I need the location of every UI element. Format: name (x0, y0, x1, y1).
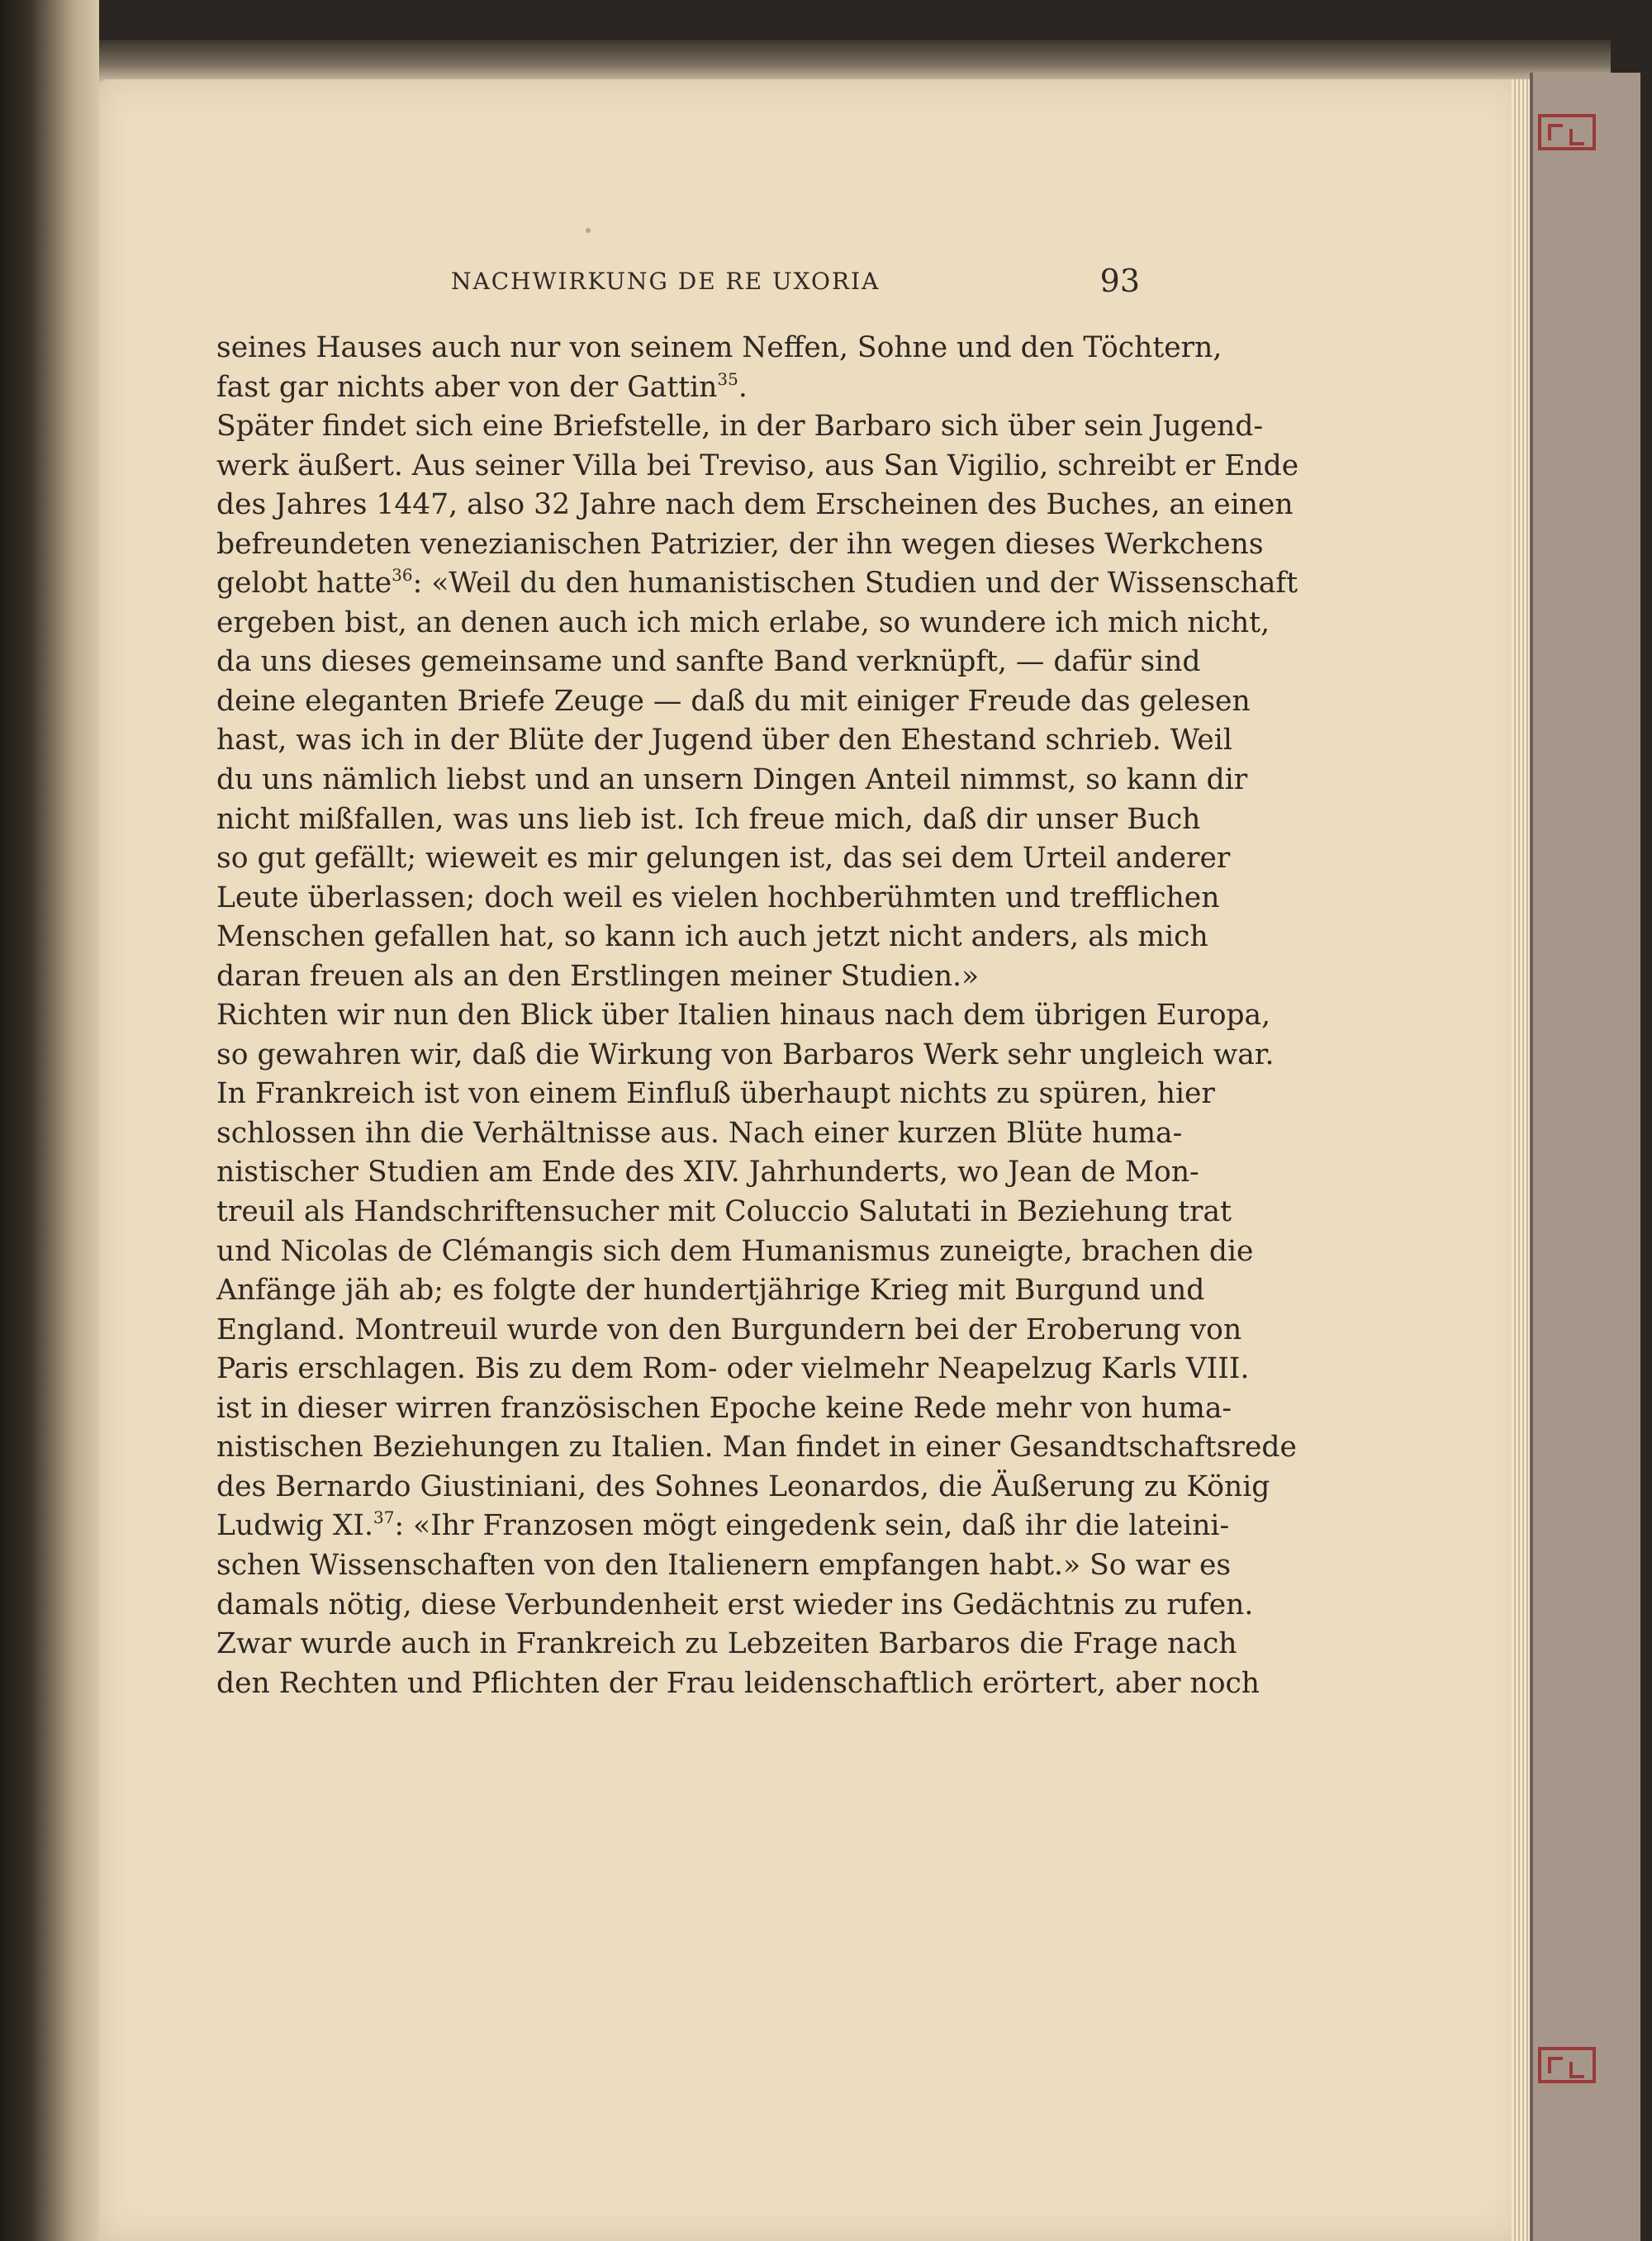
body-text (216, 329, 1299, 1703)
text-line: Leute überlassen; doch weil es vielen hochberühmten und trefflichen (216, 881, 1220, 914)
text-line: werk äußert. Aus seiner Villa bei Treviso, aus San Vigilio, schreibt er Ende (216, 449, 1299, 482)
text-line: ist in dieser wirren französischen Epoche keine Rede mehr von huma- (216, 1391, 1232, 1425)
text-line: England. Montreuil wurde von den Burgundern bei der Eroberung von (216, 1313, 1242, 1346)
text-line: damals nötig, diese Verbundenheit erst wieder ins Gedächtnis zu rufen. (216, 1588, 1254, 1621)
text-line: den Rechten und Pflichten der Frau leidenschaftlich erörtert, aber noch (216, 1666, 1260, 1700)
footnote-ref: 35 (717, 368, 738, 389)
page-number: 93 (1099, 263, 1140, 299)
meander-ornament-icon (1538, 2047, 1596, 2083)
text-line: schlossen ihn die Verhältnisse aus. Nach einer kurzen Blüte huma- (216, 1116, 1183, 1150)
text-line: da uns dieses gemeinsame und sanfte Band verknüpft, — dafür sind (216, 645, 1201, 679)
facing-page-edge (0, 0, 99, 2241)
footnote-ref: 36 (392, 565, 413, 586)
running-head: NACHWIRKUNG DE RE UXORIA (451, 268, 881, 295)
text-line: Paris erschlagen. Bis zu dem Rom- oder vielmehr Neapelzug Karls VIII. (216, 1352, 1250, 1386)
text-line: so gut gefällt; wieweit es mir gelungen ist, das sei dem Urteil anderer (216, 842, 1231, 876)
text-line: Menschen gefallen hat, so kann ich auch jetzt nicht anders, als mich (216, 920, 1208, 954)
text-line: des Jahres 1447, also 32 Jahre nach dem Erscheinen des Buches, an einen (216, 488, 1294, 522)
text-line: Zwar wurde auch in Frankreich zu Lebzeiten Barbaros die Frage nach (216, 1627, 1237, 1661)
footnote-ref: 37 (373, 1507, 395, 1528)
text-line: nistischer Studien am Ende des XIV. Jahrhunderts, wo Jean de Mon- (216, 1156, 1199, 1189)
text-line: Ludwig XI.$^{37}$: «Ihr Franzosen mögt eingedenk sein, daß ihr die lateini- (216, 1507, 1230, 1543)
text-line: In Frankreich ist von einem Einfluß überhaupt nichts zu spüren, hier (216, 1077, 1215, 1111)
text-line: gelobt hatte$^{36}$: «Weil du den humanistischen Studien und der Wissenschaft (216, 565, 1298, 601)
text-line: ergeben bist, an denen auch ich mich erlabe, so wundere ich mich nicht, (216, 605, 1270, 639)
meander-ornament-icon (1538, 114, 1596, 150)
text-line: Richten wir nun den Blick über Italien hinaus nach dem übrigen Europa, (216, 999, 1271, 1033)
text-line: fast gar nichts aber von der Gattin$^{35}$. (216, 368, 748, 404)
text-line: daran freuen als an den Erstlingen meiner Studien.» (216, 959, 980, 993)
text-line: nistischen Beziehungen zu Italien. Man findet in einer Gesandtschaftsrede (216, 1431, 1297, 1465)
text-line: des Bernardo Giustiniani, des Sohnes Leonardos, die Äußerung zu König (216, 1469, 1270, 1503)
text-line: treuil als Handschriftensucher mit Coluccio Salutati in Beziehung trat (216, 1195, 1232, 1229)
text-line: hast, was ich in der Blüte der Jugend über den Ehestand schrieb. Weil (216, 724, 1232, 757)
text-line: du uns nämlich liebst und an unsern Dingen Anteil nimmst, so kann dir (216, 763, 1248, 797)
text-line: und Nicolas de Clémangis sich dem Humanismus zuneigte, brachen die (216, 1234, 1254, 1268)
text-line: schen Wissenschaften von den Italienern empfangen habt.» So war es (216, 1548, 1232, 1582)
paper-speck (586, 228, 591, 233)
text-line: befreundeten venezianischen Patrizier, der ihn wegen dieses Werkchens (216, 527, 1264, 561)
text-line: Später findet sich eine Briefstelle, in der Barbaro sich über sein Jugend- (216, 410, 1264, 444)
text-line: so gewahren wir, daß die Wirkung von Barbaros Werk sehr ungleich war. (216, 1037, 1275, 1071)
text-line: seines Hauses auch nur von seinem Neffen, Sohne und den Töchtern, (216, 331, 1222, 364)
page-stack-edges (1512, 79, 1530, 2241)
dust-jacket-edge (1530, 73, 1640, 2241)
text-line: nicht mißfallen, was uns lieb ist. Ich freue mich, daß dir unser Buch (216, 802, 1201, 836)
text-line: Anfänge jäh ab; es folgte der hundertjährige Krieg mit Burgund und (216, 1274, 1205, 1308)
page-header (216, 263, 1140, 304)
text-line: deine eleganten Briefe Zeuge — daß du mit einiger Freude das gelesen (216, 684, 1251, 718)
